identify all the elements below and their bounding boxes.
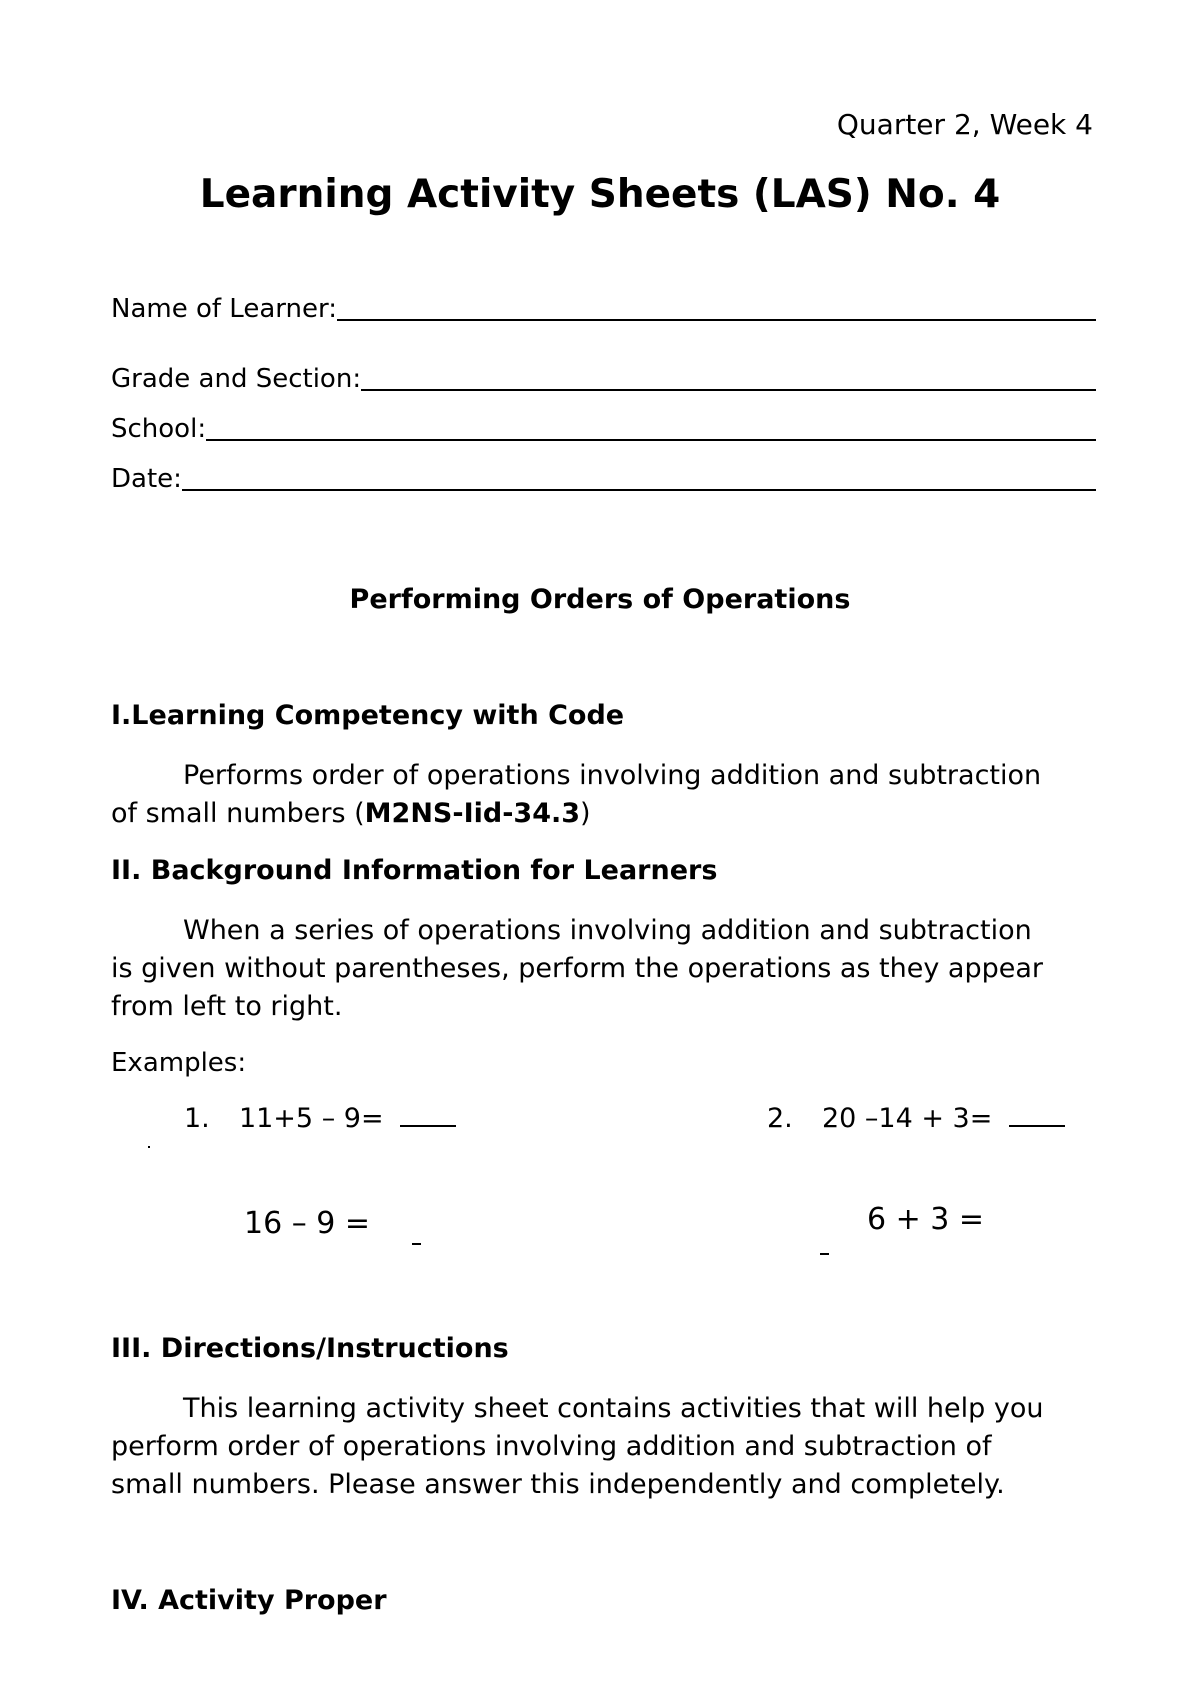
example-2 bbox=[767, 1103, 1065, 1134]
section2-paragraph bbox=[111, 912, 1101, 1026]
school-field[interactable] bbox=[111, 408, 1096, 444]
learner-name-blank[interactable] bbox=[337, 319, 1096, 321]
example-2-work-expression: 6 + 3 = bbox=[867, 1202, 985, 1237]
example-2-answer-blank[interactable] bbox=[1009, 1125, 1065, 1127]
date-blank[interactable] bbox=[182, 489, 1096, 491]
section3-line3: small numbers. Please answer this independently and completely. bbox=[111, 1469, 1005, 1500]
example-2-number: 2. bbox=[767, 1103, 793, 1134]
grade-section-blank[interactable] bbox=[361, 389, 1096, 391]
example-1-work-expression: 16 – 9 = bbox=[244, 1206, 371, 1241]
learner-name-field[interactable] bbox=[111, 288, 1096, 324]
example-1-work bbox=[244, 1206, 370, 1241]
example-1-answer-blank[interactable] bbox=[400, 1125, 456, 1127]
section3-paragraph bbox=[111, 1390, 1101, 1504]
stray-dot bbox=[148, 1146, 150, 1148]
examples-label: Examples: bbox=[111, 1048, 247, 1078]
grade-section-field[interactable] bbox=[111, 358, 1096, 394]
section1-paragraph bbox=[111, 757, 1101, 833]
date-field[interactable] bbox=[111, 458, 1096, 494]
page-title: Learning Activity Sheets (LAS) No. 4 bbox=[199, 172, 1001, 217]
example-1-number: 1. bbox=[184, 1103, 210, 1134]
section2-line3: from left to right. bbox=[111, 991, 343, 1022]
section1-heading: I.Learning Competency with Code bbox=[111, 700, 625, 731]
example-1-expression: 11+5 – 9= bbox=[238, 1103, 384, 1134]
section2-heading: II. Background Information for Learners bbox=[111, 855, 718, 886]
example-2-work-mark bbox=[820, 1253, 829, 1255]
section1-line2-suffix: ) bbox=[580, 798, 591, 829]
example-2-expression: 20 –14 + 3= bbox=[821, 1103, 993, 1134]
school-label: School: bbox=[111, 414, 207, 444]
learner-name-label: Name of Learner: bbox=[111, 294, 337, 324]
section1-line1: Performs order of operations involving addition and subtraction bbox=[183, 760, 1042, 791]
section3-line2: perform order of operations involving addition and subtraction of bbox=[111, 1431, 992, 1462]
example-1-work-blank bbox=[412, 1243, 421, 1245]
section1-line2-prefix: of small numbers ( bbox=[111, 798, 365, 829]
grade-section-label: Grade and Section: bbox=[111, 364, 362, 394]
example-1 bbox=[184, 1103, 456, 1134]
quarter-week-label: Quarter 2, Week 4 bbox=[836, 108, 1093, 141]
section3-heading: III. Directions/Instructions bbox=[111, 1333, 509, 1364]
school-blank[interactable] bbox=[206, 439, 1096, 441]
section4-heading: IV. Activity Proper bbox=[111, 1585, 387, 1616]
topic-title: Performing Orders of Operations bbox=[349, 584, 851, 615]
competency-code: M2NS-Iid-34.3 bbox=[364, 798, 581, 829]
section2-line1: When a series of operations involving addition and subtraction bbox=[183, 915, 1032, 946]
date-label: Date: bbox=[111, 464, 182, 494]
example-2-work bbox=[867, 1202, 984, 1237]
section3-line1: This learning activity sheet contains activities that will help you bbox=[183, 1393, 1044, 1424]
section2-line2: is given without parentheses, perform the operations as they appear bbox=[111, 953, 1044, 984]
